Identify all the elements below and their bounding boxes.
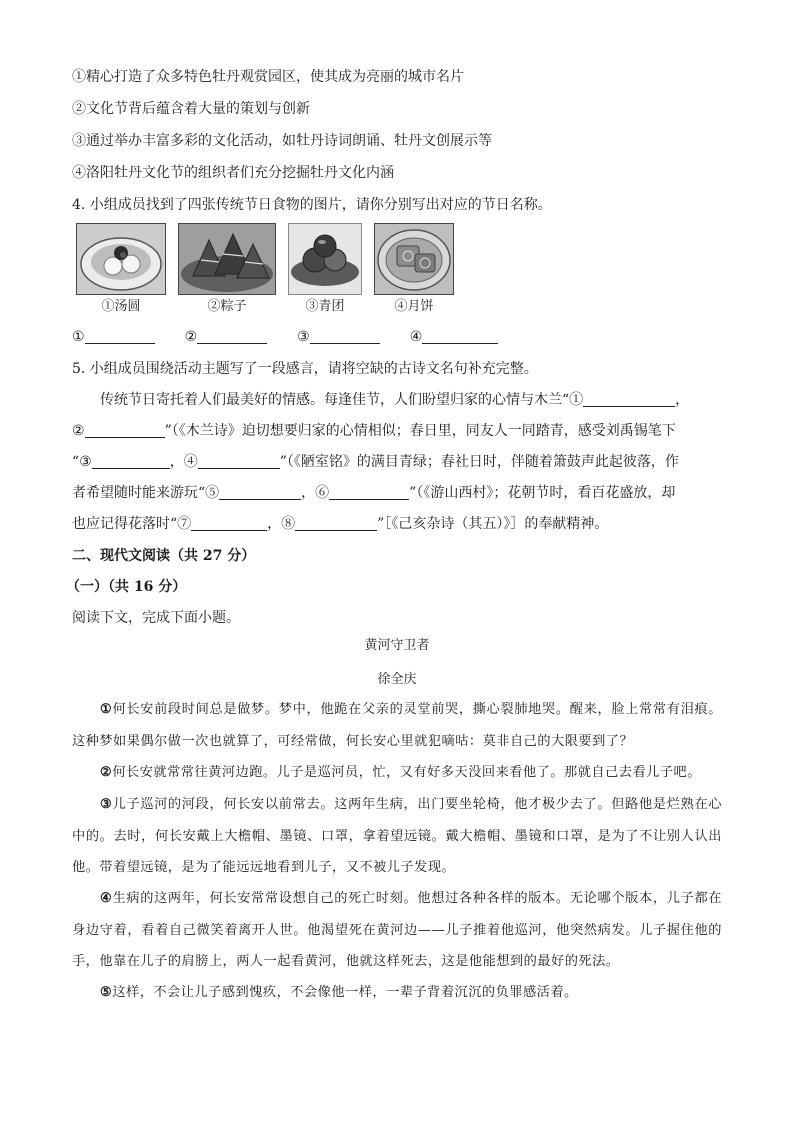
section-2-subheading: （一）（共 16 分） — [66, 579, 187, 595]
answer-1-label: ① — [72, 329, 85, 345]
story-paragraph-3 — [72, 789, 722, 884]
q5-line-1-text: 传统节日寄托着人们最美好的情感。每逢佳节，人们盼望归家的心情与木兰“① — [100, 392, 584, 408]
q5-line-2 — [72, 421, 676, 441]
q5-line-5-text: ”［《己亥杂诗（其五）》］的奉献精神。 — [377, 516, 609, 532]
q5-line-4-mid: ，⑥ — [301, 485, 330, 501]
answer-4 — [410, 327, 499, 347]
option-3: ③通过举办丰富多彩的文化活动，如牡丹诗词朗诵、牡丹文创展示等 — [72, 133, 492, 149]
answer-4-label: ④ — [409, 329, 423, 345]
story-author: 徐全庆 — [377, 672, 417, 687]
answer-2-blank[interactable] — [197, 329, 267, 344]
option-4: ④洛阳牡丹文化节的组织者们充分挖掘牡丹文化内涵 — [72, 165, 394, 181]
question-4-prompt: 4. 小组成员找到了四张传统节日食物的图片，请你分别写出对应的节日名称。 — [72, 197, 552, 213]
q5-line-4-text: ”（《游山西村》；花朝节时，看百花盛放，却 — [409, 485, 676, 501]
paragraph-5-number: ⑤ — [100, 985, 113, 1000]
question-5-prompt: 5. 小组成员围绕活动主题写了一段感言，请将空缺的古诗文名句补充完整。 — [72, 361, 538, 377]
q5-line-3 — [72, 452, 679, 472]
q5-line-1-end: ， — [675, 392, 690, 408]
blank-3[interactable] — [92, 454, 170, 469]
story-paragraph-4 — [72, 883, 722, 978]
mooncake-caption: ④月饼 — [394, 299, 434, 314]
zongzi-photo-icon — [178, 223, 276, 295]
answer-1-blank[interactable] — [85, 329, 155, 344]
festival-food-images — [76, 223, 456, 317]
blank-8[interactable] — [295, 516, 377, 531]
blank-1[interactable] — [583, 392, 675, 407]
section-2-heading: 二、现代文阅读（共 27 分） — [72, 548, 256, 564]
reading-instruction: 阅读下文，完成下面小题。 — [72, 610, 240, 626]
blank-4[interactable] — [198, 454, 280, 469]
blank-5[interactable] — [219, 485, 301, 500]
paragraph-2-number: ② — [100, 765, 113, 780]
q5-line-5-mid: ，⑧ — [267, 516, 296, 532]
blank-2[interactable] — [85, 423, 165, 438]
answer-4-blank[interactable] — [422, 329, 498, 344]
answer-3 — [297, 327, 380, 347]
paragraph-3-number: ③ — [100, 797, 113, 812]
answer-3-blank[interactable] — [310, 329, 380, 344]
qingtuan-photo-icon — [288, 223, 362, 295]
paragraph-1-number: ① — [100, 702, 113, 717]
blank-7[interactable] — [191, 516, 267, 531]
story-paragraph-5 — [72, 977, 722, 1009]
story-title: 黄河守卫者 — [364, 638, 430, 653]
q5-line-2-label: ② — [72, 423, 85, 439]
q5-line-3-mid: ，④ — [169, 454, 198, 470]
paragraph-3-text: 儿子巡河的河段，何长安以前常去。这两年生病，出门要坐轮椅，他才极少去了。但路他是烂熟在心中的。去时，何长安戴上大檐帽、墨镜、口罩，拿着望远镜。戴大檐帽、墨镜和口罩，是为了不让别人认出他。带着望远镜，是为了能远远地看到儿子，又不被儿子发现。 — [72, 797, 722, 875]
blank-6[interactable] — [329, 485, 409, 500]
q5-line-5 — [72, 514, 608, 534]
story-paragraph-1 — [72, 694, 722, 757]
q5-line-3-open: “③ — [72, 454, 92, 470]
q5-line-4-open: 者希望随时能来游玩“⑤ — [72, 485, 220, 501]
question-4-answer-blanks — [72, 327, 528, 347]
q5-line-5-open: 也应记得花落时“⑦ — [72, 516, 192, 532]
tangyuan-caption: ①汤圆 — [101, 299, 141, 314]
answer-2 — [185, 327, 268, 347]
q5-line-4 — [72, 483, 675, 503]
answer-3-label: ③ — [297, 329, 310, 345]
paragraph-4-text: 生病的这两年，何长安常常设想自己的死亡时刻。他想过各种各样的版本。无论哪个版本，儿子都在身边守着，看着自己微笑着离开人世。他渴望死在黄河边——儿子推着他巡河，他突然病发。儿子握住他的手，他靠在儿子的肩膀上，两人一起看黄河，他就这样死去，这是他能想到的最好的死法。 — [72, 891, 722, 969]
option-2: ②文化节背后蕴含着大量的策划与创新 — [72, 101, 310, 117]
option-1: ①精心打造了众多特色牡丹观赏园区，使其成为亮丽的城市名片 — [72, 69, 464, 85]
paragraph-1-text: 何长安前段时间总是做梦。梦中，他跪在父亲的灵堂前哭，撕心裂肺地哭。醒来，脸上常常有泪痕。这种梦如果偶尔做一次也就算了，可经常做，何长安心里就犯嘀咕：莫非自己的大限要到了？ — [72, 702, 722, 749]
story-paragraph-2 — [72, 757, 722, 789]
paragraph-5-text: 这样，不会让儿子感到愧疚，不会像他一样，一辈子背着沉沉的负罪感活着。 — [112, 985, 578, 1000]
tangyuan-photo-icon — [76, 223, 166, 295]
q5-line-2-text: ”（《木兰诗》迫切想要归家的心情相似；春日里，同友人一同踏青，感受刘禹锡笔下 — [164, 423, 676, 439]
qingtuan-caption: ③青团 — [305, 299, 345, 314]
mooncake-photo-icon — [374, 223, 454, 295]
paragraph-4-number: ④ — [100, 891, 113, 906]
zongzi-caption: ②粽子 — [207, 299, 247, 314]
paragraph-2-text: 何长安就常常往黄河边跑。儿子是巡河员，忙，又有好多天没回来看他了。那就自己去看儿子吧。 — [112, 765, 701, 780]
q5-line-1 — [100, 390, 689, 410]
answer-2-label: ② — [184, 329, 198, 345]
answer-1 — [72, 327, 155, 347]
q5-line-3-text: ”（《陋室铭》的满目青绿；春社日时，伴随着箫鼓声此起彼落，作 — [279, 454, 679, 470]
